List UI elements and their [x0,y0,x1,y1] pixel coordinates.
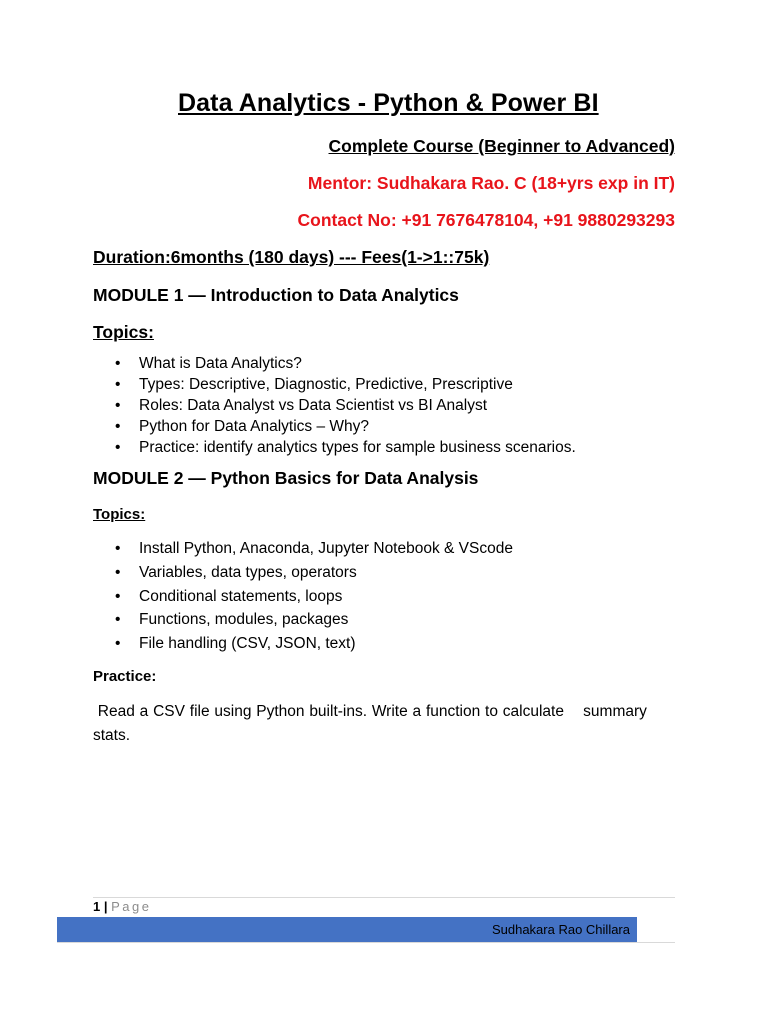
duration-fees-line: Duration:6months (180 days) --- Fees(1->1::75k) [93,247,490,267]
bullet-icon: • [115,635,121,653]
list-item-text: File handling (CSV, JSON, text) [139,635,356,653]
list-item [0,374,576,395]
list-item-text: Roles: Data Analyst vs Data Scientist vs BI Analyst [139,397,488,414]
list-item [0,537,513,561]
module-2-heading: MODULE 2 — Python Basics for Data Analysis [93,468,479,488]
practice-label: Practice: [93,668,157,685]
module-1-topic-list [0,353,576,458]
list-item-text: Functions, modules, packages [139,611,349,629]
module-2-topic-list [0,537,513,656]
list-item [0,437,576,458]
list-item [0,416,576,437]
list-item-text: Variables, data types, operators [139,563,357,581]
practice-description: Read a CSV file using Python built-ins. Write a function to calculate summary stats. [93,703,647,744]
list-item-text: What is Data Analytics? [139,355,302,372]
footer-divider-top [93,897,675,898]
list-item [0,608,513,632]
list-item [0,353,576,374]
module-2-topics-label: Topics: [93,506,146,523]
list-item-text: Python for Data Analytics – Why? [139,418,370,435]
page-number: 1 [93,899,101,914]
course-subtitle: Complete Course (Beginner to Advanced) [328,136,675,156]
module-1-topics-label: Topics: [93,322,154,342]
bullet-icon: • [115,611,121,629]
page-word: Page [111,899,152,914]
bullet-icon: • [115,563,121,581]
bullet-icon: • [115,418,121,435]
bullet-icon: • [115,355,121,372]
list-item-text: Practice: identify analytics types for sample business scenarios. [139,439,576,456]
list-item [0,632,513,656]
footer-author: Sudhakara Rao Chillara [491,922,630,937]
list-item [0,395,576,416]
list-item [0,585,513,609]
page-number-footer [93,899,151,914]
bullet-icon: • [115,587,121,605]
bullet-icon: • [115,540,121,557]
bullet-icon: • [115,376,121,393]
list-item-text: Types: Descriptive, Diagnostic, Predictive, Prescriptive [139,376,513,393]
list-item-text: Conditional statements, loops [139,587,343,605]
bullet-icon: • [115,439,121,456]
contact-line: Contact No: +91 7676478104, +91 9880293293 [297,210,675,230]
page-separator: | [100,899,112,914]
footer-divider-bottom [57,942,675,943]
list-item-text: Install Python, Anaconda, Jupyter Notebook & VScode [139,540,513,557]
document-title: Data Analytics - Python & Power BI [178,89,599,117]
list-item [0,561,513,585]
module-1-heading: MODULE 1 — Introduction to Data Analytics [93,285,459,305]
bullet-icon: • [115,397,121,414]
mentor-line: Mentor: Sudhakara Rao. C (18+yrs exp in IT) [307,173,675,193]
